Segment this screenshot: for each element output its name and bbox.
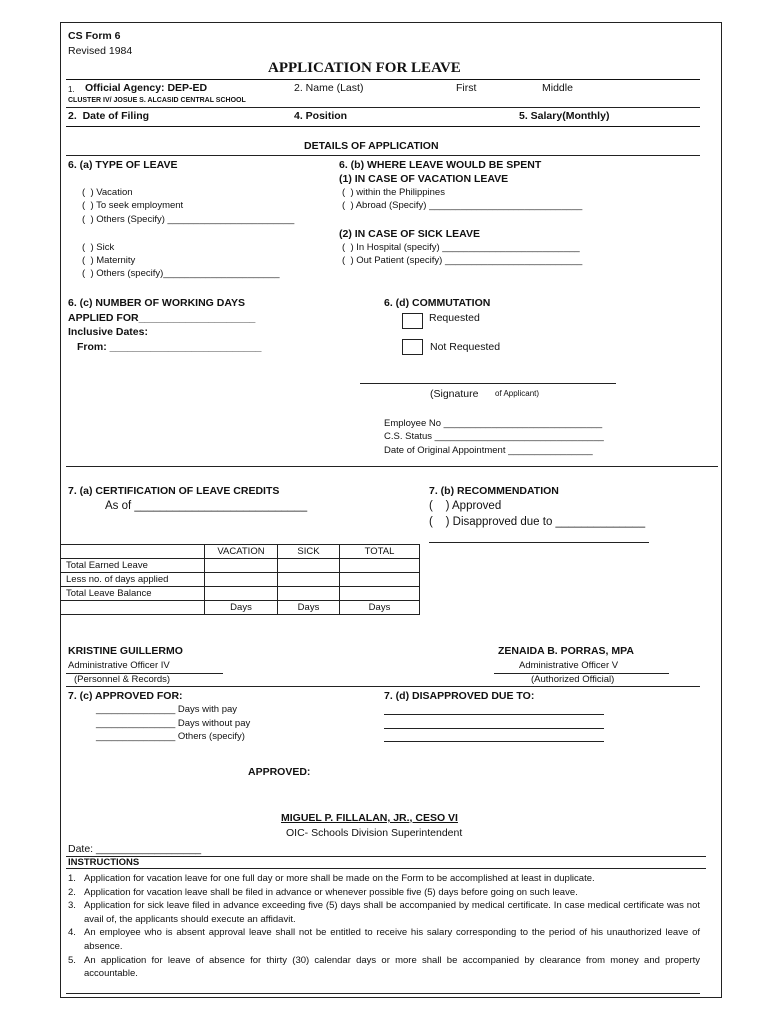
in-hospital-option[interactable]: ( ) In Hospital (specify) __________________________ bbox=[342, 242, 580, 253]
agency-school: CLUSTER IV/ JOSUE S. ALCASID CENTRAL SCHOOL bbox=[68, 97, 246, 104]
table-cell: Total Earned Leave bbox=[61, 559, 205, 573]
list-item bbox=[68, 954, 700, 981]
position-label: 4. Position bbox=[294, 110, 348, 122]
recommend-disapproved-option[interactable]: ( ) Disapproved due to ______________ bbox=[429, 516, 646, 528]
item-number: 4. bbox=[68, 927, 76, 939]
list-item bbox=[68, 886, 700, 900]
recommend-approved-option[interactable]: ( ) Approved bbox=[429, 500, 502, 512]
table-cell: Days bbox=[340, 601, 420, 615]
form-title: APPLICATION FOR LEAVE bbox=[268, 60, 461, 76]
right-signatory-title: Administrative Officer V bbox=[519, 660, 619, 671]
vacation-case-heading: (1) IN CASE OF VACATION LEAVE bbox=[339, 173, 509, 185]
table-row bbox=[61, 573, 420, 587]
left-signatory-name: KRISTINE GUILLERMO bbox=[68, 645, 183, 657]
name-first-label: First bbox=[456, 82, 477, 94]
table-cell[interactable] bbox=[205, 587, 278, 601]
table-cell: Total Leave Balance bbox=[61, 587, 205, 601]
divider bbox=[66, 107, 700, 108]
as-of-field[interactable]: As of ___________________________ bbox=[105, 500, 308, 512]
table-cell bbox=[61, 601, 205, 615]
applicant-signature-line[interactable] bbox=[360, 383, 616, 384]
seek-employment-option[interactable]: ( ) To seek employment bbox=[82, 200, 184, 211]
item-number: 3. bbox=[68, 900, 76, 912]
agency-label: Official Agency: DEP-ED bbox=[85, 82, 208, 94]
certification-heading: 7. (a) CERTIFICATION OF LEAVE CREDITS bbox=[68, 485, 280, 497]
divider bbox=[66, 993, 700, 994]
divider bbox=[66, 868, 706, 869]
table-cell: Less no. of days applied bbox=[61, 573, 205, 587]
days-without-pay-field[interactable]: _______________ Days without pay bbox=[96, 718, 251, 729]
item-text: Application for vacation leave for one full day or more shall be made on the Form to be accomplished at least in duplicate. bbox=[84, 873, 595, 884]
item-text: An employee who is absent approval leave shall not be entitled to receive his salary corresponding to the period of his unauthorized leave of absence. bbox=[84, 927, 700, 952]
sick-option[interactable]: ( ) Sick bbox=[82, 242, 115, 253]
divider bbox=[66, 856, 706, 857]
signature-label: (Signature bbox=[430, 388, 479, 400]
item-text: Application for sick leave filed in advance exceeding five (5) days shall be accompanied by medical certificate. In case medical certificate was not avail of, the applicants should execute an affidavit. bbox=[84, 900, 700, 925]
list-item bbox=[68, 926, 700, 953]
table-header-cell bbox=[61, 545, 205, 559]
abroad-option[interactable]: ( ) Abroad (Specify) _____________________________ bbox=[342, 200, 583, 211]
item-number: 1. bbox=[68, 873, 76, 884]
type-of-leave-heading: 6. (a) TYPE OF LEAVE bbox=[68, 159, 178, 171]
others-vacation-option[interactable]: ( ) Others (Specify) ________________________ bbox=[82, 214, 295, 225]
superintendent-title: OIC- Schools Division Superintendent bbox=[286, 827, 463, 839]
not-requested-checkbox[interactable] bbox=[402, 339, 423, 355]
table-cell[interactable] bbox=[278, 587, 340, 601]
name-last-label: 2. Name (Last) bbox=[294, 82, 364, 94]
approved-label: APPROVED: bbox=[248, 766, 311, 778]
table-row bbox=[61, 587, 420, 601]
right-signatory-dept: (Authorized Official) bbox=[531, 674, 615, 685]
divider bbox=[66, 79, 700, 80]
vacation-option[interactable]: ( ) Vacation bbox=[82, 187, 133, 198]
date-of-filing-label: 2. Date of Filing bbox=[68, 110, 150, 122]
item-number: 2. bbox=[68, 886, 76, 898]
table-cell[interactable] bbox=[278, 573, 340, 587]
leave-credits-table bbox=[60, 544, 420, 615]
employee-no-field[interactable]: Employee No ______________________________ bbox=[384, 418, 603, 429]
table-header-row bbox=[61, 545, 420, 559]
table-row bbox=[61, 601, 420, 615]
disapproved-reason-line[interactable] bbox=[384, 714, 604, 715]
date-field[interactable]: Date: __________________ bbox=[68, 843, 202, 855]
within-philippines-option[interactable]: ( ) within the Philippines bbox=[342, 187, 445, 198]
divider bbox=[66, 686, 700, 687]
approved-for-heading: 7. (c) APPROVED FOR: bbox=[68, 690, 183, 702]
requested-label: Requested bbox=[429, 312, 480, 324]
disapproved-reason-line[interactable] bbox=[429, 542, 649, 543]
table-cell[interactable] bbox=[340, 559, 420, 573]
left-signatory-title: Administrative Officer IV bbox=[68, 660, 170, 671]
cs-status-field[interactable]: C.S. Status ________________________________ bbox=[384, 431, 604, 442]
item-text: Application for vacation leave shall be filed in advance or whenever possible five (5) days before going on such leave. bbox=[84, 886, 578, 898]
list-item bbox=[68, 872, 700, 886]
divider bbox=[66, 155, 700, 156]
table-header-cell: TOTAL bbox=[340, 545, 420, 559]
maternity-option[interactable]: ( ) Maternity bbox=[82, 255, 136, 266]
commutation-heading: 6. (d) COMMUTATION bbox=[384, 297, 491, 309]
salary-label: 5. Salary(Monthly) bbox=[519, 110, 610, 122]
instructions-list bbox=[68, 872, 700, 981]
days-with-pay-field[interactable]: _______________ Days with pay bbox=[96, 704, 238, 715]
inclusive-dates-label: Inclusive Dates: bbox=[68, 326, 148, 338]
divider bbox=[66, 126, 700, 127]
divider bbox=[66, 466, 718, 467]
table-header-cell: VACATION bbox=[205, 545, 278, 559]
not-requested-label: Not Requested bbox=[430, 341, 501, 353]
disapproved-reason-line[interactable] bbox=[384, 741, 604, 742]
disapproved-heading: 7. (d) DISAPPROVED DUE TO: bbox=[384, 690, 535, 702]
working-days-heading: 6. (c) NUMBER OF WORKING DAYS bbox=[68, 297, 245, 309]
disapproved-reason-line[interactable] bbox=[384, 728, 604, 729]
details-title: DETAILS OF APPLICATION bbox=[304, 140, 439, 152]
others-sick-option[interactable]: ( ) Others (specify)______________________ bbox=[82, 268, 280, 279]
table-header-cell: SICK bbox=[278, 545, 340, 559]
table-cell[interactable] bbox=[205, 573, 278, 587]
where-spent-heading: 6. (b) WHERE LEAVE WOULD BE SPENT bbox=[339, 159, 542, 171]
name-middle-label: Middle bbox=[542, 82, 573, 94]
superintendent-name: MIGUEL P. FILLALAN, JR., CESO VI bbox=[281, 812, 458, 824]
others-specify-field[interactable]: _______________ Others (specify) bbox=[96, 731, 245, 742]
instructions-heading: INSTRUCTIONS bbox=[68, 857, 140, 868]
table-cell: Days bbox=[205, 601, 278, 615]
table-cell[interactable] bbox=[278, 559, 340, 573]
table-row bbox=[61, 559, 420, 573]
sick-case-heading: (2) IN CASE OF SICK LEAVE bbox=[339, 228, 480, 240]
agency-number: 1. bbox=[68, 85, 75, 94]
signature-label-suffix: of Applicant) bbox=[495, 389, 540, 398]
from-date-field[interactable]: From: __________________________ bbox=[77, 341, 262, 353]
right-signatory-name: ZENAIDA B. PORRAS, MPA bbox=[498, 645, 634, 657]
table-cell[interactable] bbox=[340, 587, 420, 601]
table-cell[interactable] bbox=[340, 573, 420, 587]
item-text: An application for leave of absence for thirty (30) calendar days or more shall be accompanied by clearance from money and property accountable. bbox=[84, 954, 700, 980]
requested-checkbox[interactable] bbox=[402, 313, 423, 329]
table-cell: Days bbox=[278, 601, 340, 615]
list-item bbox=[68, 899, 700, 926]
left-signatory-dept: (Personnel & Records) bbox=[74, 674, 171, 685]
original-appointment-field[interactable]: Date of Original Appointment ________________ bbox=[384, 445, 593, 456]
form-code: CS Form 6 bbox=[68, 30, 121, 42]
table-cell[interactable] bbox=[205, 559, 278, 573]
applied-for-field[interactable]: APPLIED FOR____________________ bbox=[68, 312, 256, 324]
form-revised: Revised 1984 bbox=[68, 45, 133, 57]
item-number: 5. bbox=[68, 954, 76, 966]
out-patient-option[interactable]: ( ) Out Patient (specify) __________________________ bbox=[342, 255, 583, 266]
recommendation-heading: 7. (b) RECOMMENDATION bbox=[429, 485, 559, 497]
